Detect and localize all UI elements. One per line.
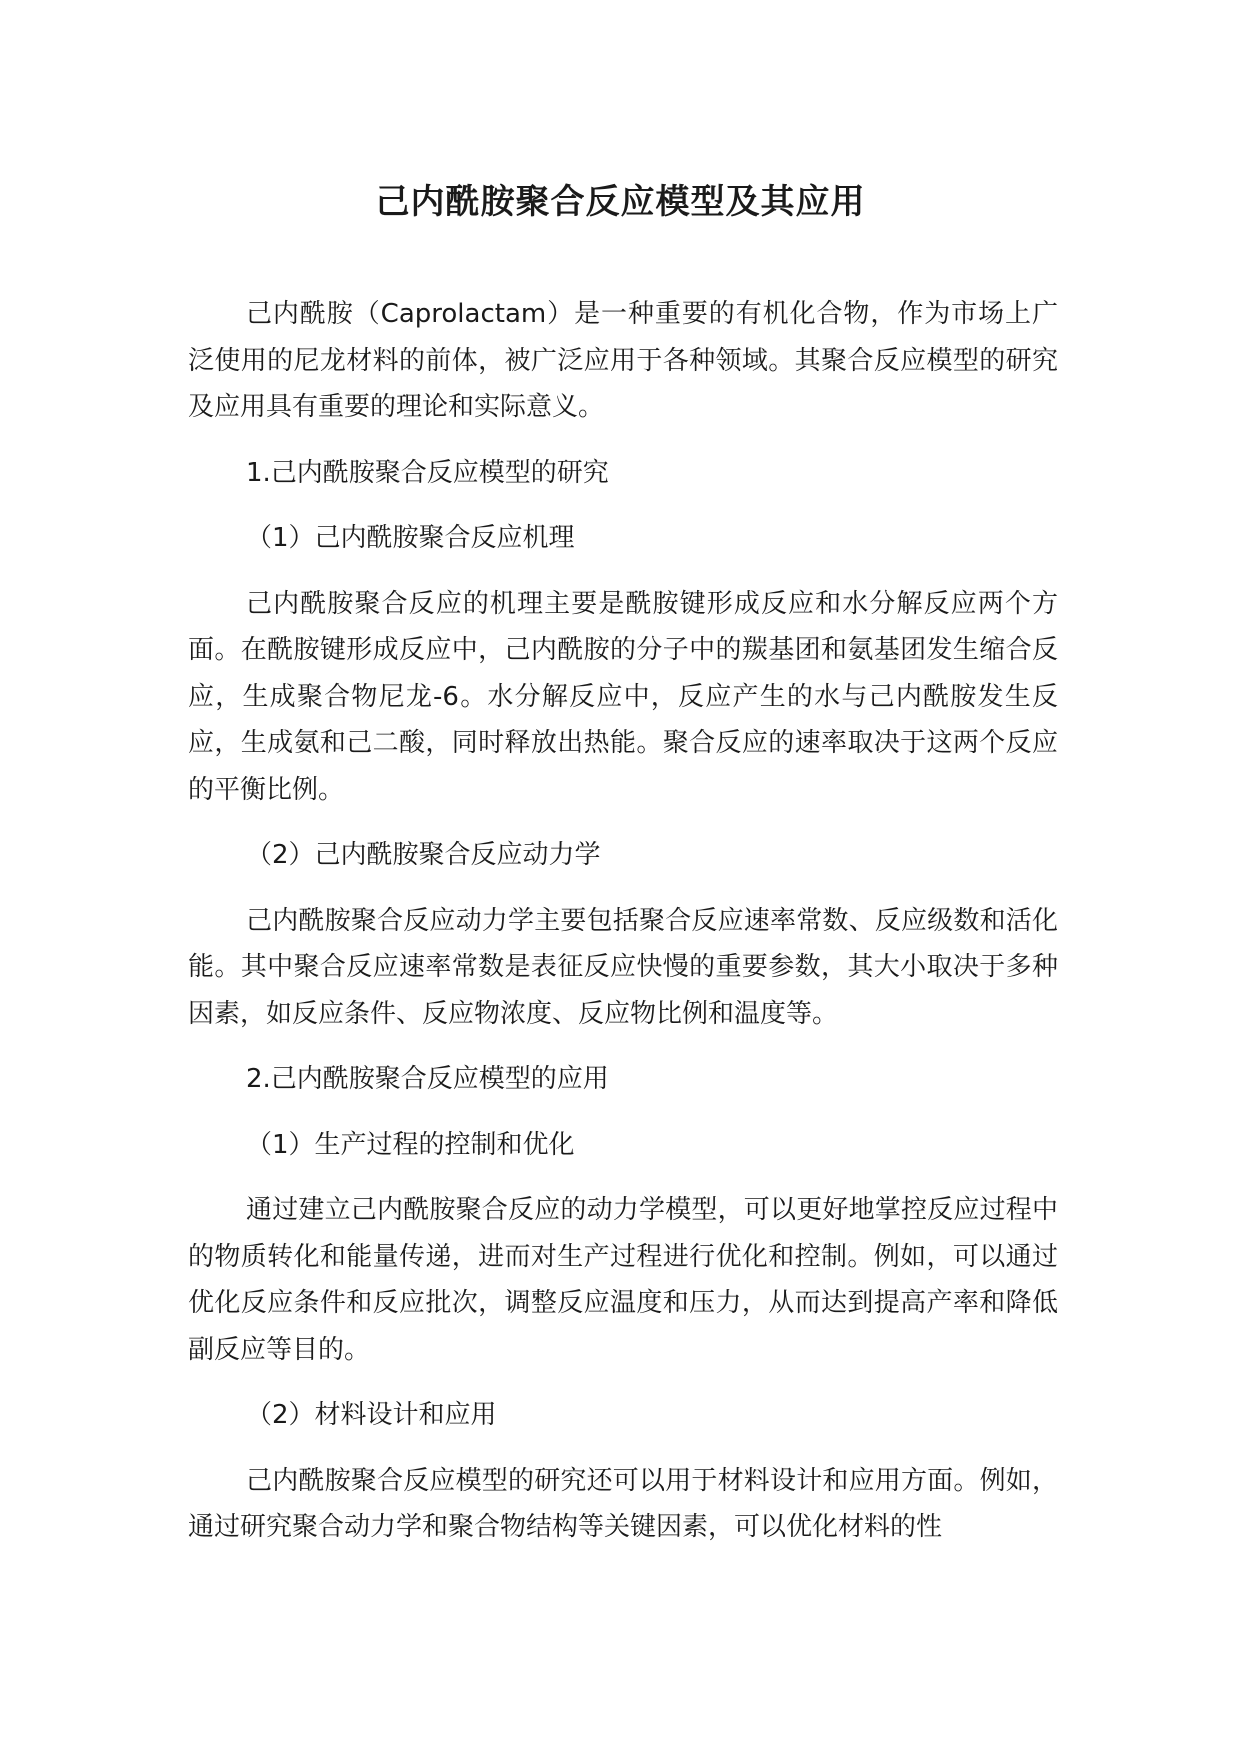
subsection-heading-2-1: （1）生产过程的控制和优化	[246, 1129, 575, 1160]
mechanism-paragraph: 己内酰胺聚合反应的机理主要是酰胺键形成反应和水分解反应两个方面。在酰胺键形成反应中，己内酰胺的分子中的羰基团和氨基团发生缩合反应，生成聚合物尼龙-6。水分解反应中，反应产生的水与己内酰胺发生反应，生成氨和己二酸，同时释放出热能。聚合反应的速率取决于这两个反应的平衡比例。	[188, 588, 1058, 805]
material-design-paragraph: 己内酰胺聚合反应模型的研究还可以用于材料设计和应用方面。例如，通过研究聚合动力学和聚合物结构等关键因素，可以优化材料的性	[188, 1465, 1058, 1542]
section-heading-2: 2.己内酰胺聚合反应模型的应用	[246, 1064, 609, 1094]
document-title: 己内酰胺聚合反应模型及其应用	[375, 182, 866, 222]
process-control-paragraph: 通过建立己内酰胺聚合反应的动力学模型，可以更好地掌控反应过程中的物质转化和能量传递，进而对生产过程进行优化和控制。例如，可以通过优化反应条件和反应批次，调整反应温度和压力，从而达到提高产率和降低副反应等目的。	[188, 1195, 1058, 1365]
document-body	[188, 291, 1058, 1570]
intro-paragraph: 己内酰胺（Caprolactam）是一种重要的有机化合物，作为市场上广泛使用的尼龙材料的前体，被广泛应用于各种领域。其聚合反应模型的研究及应用具有重要的理论和实际意义。	[188, 299, 1058, 422]
subsection-heading-1-2: （2）己内酰胺聚合反应动力学	[246, 840, 601, 870]
subsection-heading-2-2: （2）材料设计和应用	[246, 1400, 497, 1430]
kinetics-paragraph: 己内酰胺聚合反应动力学主要包括聚合反应速率常数、反应级数和活化能。其中聚合反应速率常数是表征反应快慢的重要参数，其大小取决于多种因素，如反应条件、反应物浓度、反应物比例和温度等。	[188, 905, 1058, 1029]
subsection-heading-1-1: （1）己内酰胺聚合反应机理	[246, 523, 575, 553]
section-heading-1: 1.己内酰胺聚合反应模型的研究	[246, 457, 609, 488]
